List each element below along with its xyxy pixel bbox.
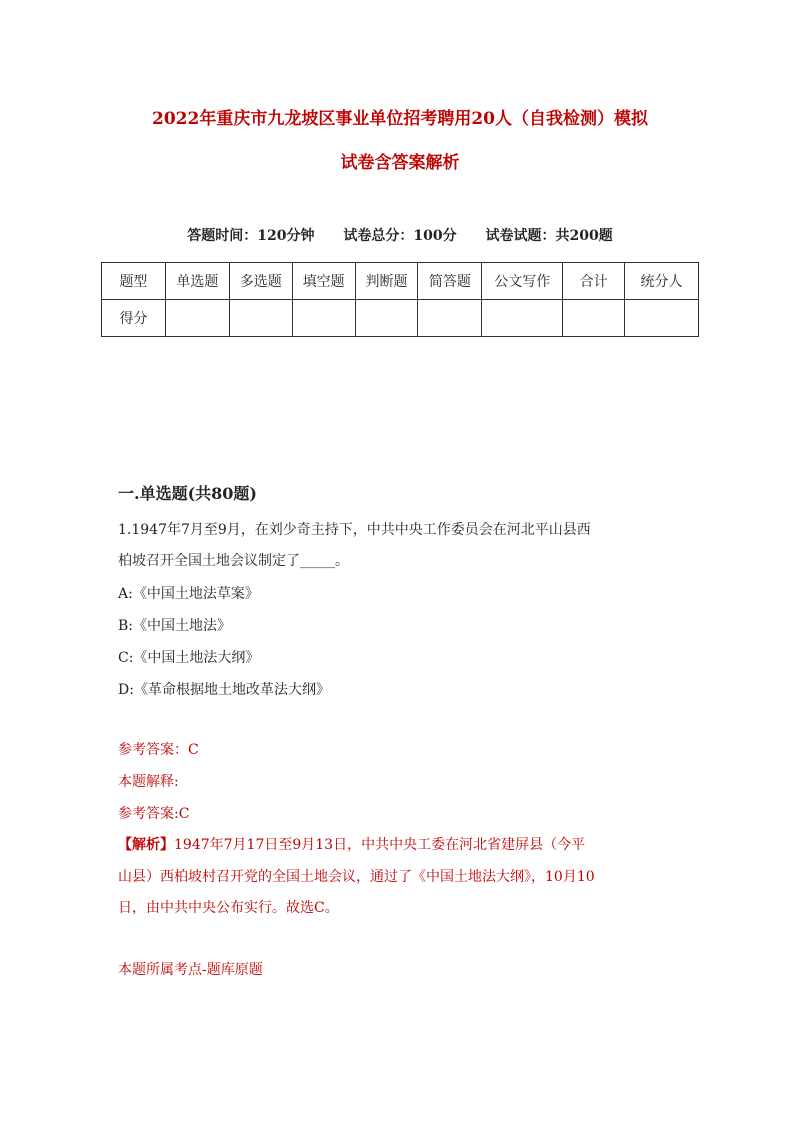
score-cell <box>229 300 292 337</box>
score-cell <box>355 300 418 337</box>
exam-meta <box>0 225 800 245</box>
reference-answer: 参考答案：C <box>118 742 199 758</box>
analysis-line2: 山县）西柏坡村召开党的全国土地会议，通过了《中国土地法大纲》，10月10 <box>118 869 595 885</box>
score-table-header-row <box>102 263 699 300</box>
header-cell: 合计 <box>563 263 625 300</box>
section-title: 一.单选题(共80题) <box>118 484 257 503</box>
score-cell <box>563 300 625 337</box>
option-a: A:《中国土地法草案》 <box>118 586 259 602</box>
analysis-line3: 日，由中共中央公布实行。故选C。 <box>118 900 339 916</box>
score-cell <box>482 300 563 337</box>
analysis-line1 <box>118 834 585 854</box>
header-cell: 单选题 <box>165 263 229 300</box>
row-label-cell: 得分 <box>102 300 166 337</box>
header-cell: 判断题 <box>355 263 418 300</box>
option-b: B:《中国土地法》 <box>118 618 232 634</box>
score-cell <box>418 300 482 337</box>
question-text-line2: 柏坡召开全国土地会议制定了_____。 <box>118 553 349 569</box>
analysis-text: 1947年7月17日至9月13日，中共中央工委在河北省建屏县（今平 <box>174 837 586 853</box>
score-table-score-row <box>102 300 699 337</box>
header-cell: 填空题 <box>292 263 355 300</box>
header-cell: 题型 <box>102 263 166 300</box>
reference-answer-2: 参考答案:C <box>118 806 190 822</box>
header-cell: 多选题 <box>229 263 292 300</box>
doc-title-line1: 2022年重庆市九龙坡区事业单位招考聘用20人（自我检测）模拟 <box>152 109 648 129</box>
score-table <box>101 262 699 337</box>
header-cell: 简答题 <box>418 263 482 300</box>
explanation-label: 本题解释: <box>118 774 179 790</box>
exam-time: 答题时间：120分钟 <box>187 228 315 244</box>
question-source: 本题所属考点-题库原题 <box>118 962 263 978</box>
option-d: D:《革命根据地土地改革法大纲》 <box>118 682 330 698</box>
option-c: C:《中国土地法大纲》 <box>118 650 260 666</box>
score-cell <box>165 300 229 337</box>
exam-total-score: 试卷总分：100分 <box>343 228 457 244</box>
score-cell <box>292 300 355 337</box>
analysis-tag: 【解析】 <box>118 837 174 853</box>
exam-question-count: 试卷试题：共200题 <box>485 228 613 244</box>
header-cell: 统分人 <box>625 263 699 300</box>
question-text-line1: 1.1947年7月至9月，在刘少奇主持下，中共中央工作委员会在河北平山县西 <box>118 522 591 538</box>
header-cell: 公文写作 <box>482 263 563 300</box>
score-cell <box>625 300 699 337</box>
doc-title-line2: 试卷含答案解析 <box>340 153 460 173</box>
